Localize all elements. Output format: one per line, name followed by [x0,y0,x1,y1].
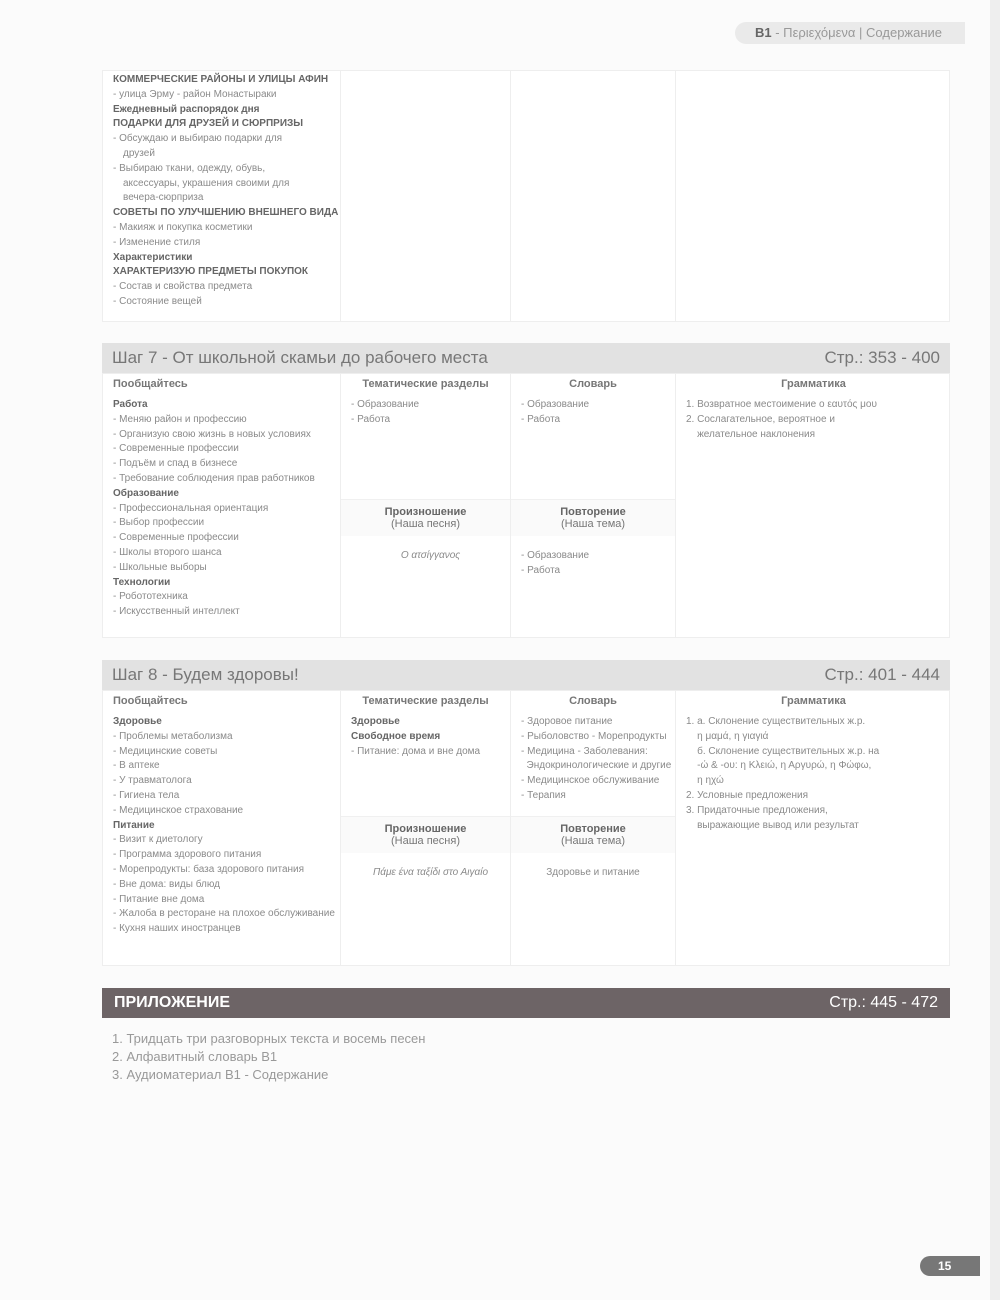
pronunciation-title: Произношение [384,506,467,518]
list-item: - Школы второго шанса [113,546,222,558]
col-talk [103,71,341,321]
list-item: - Состояние вещей [113,295,202,307]
list-item: - Жалоба в ресторане на плохое обслуживание [113,908,335,920]
list-item: - Искусственный интеллект [113,606,240,618]
list-item: - Питание вне дома [113,893,205,905]
list-item: - Работа [351,413,391,425]
list-item: - Программа здорового питания [113,849,262,861]
pronunciation-title: Произношение [384,823,467,835]
list-item: - Работа [521,413,561,425]
column-header: Пообщайтесь [113,695,188,707]
column-header: Словарь [569,695,617,707]
step8-title-text: Будем здоровы! [172,665,299,684]
list-item: 3. Придаточные предложения, [686,804,828,816]
list-item: Эндокринологические и другие [521,760,672,772]
pronunciation-subtitle: (Наша песня) [391,518,460,530]
step8-table [102,690,950,966]
list-item: - Рыболовство - Морепродукты [521,730,667,742]
list-item: - Медицинские советы [113,745,218,757]
list-item: Здоровье [351,716,400,727]
list-item: выражающие вывод или результат [686,819,859,831]
list-item: Свободное время [351,730,441,742]
song-name: Πάμε ένα ταξίδι στο Αιγαίο [373,867,488,878]
list-item: Характеристики [113,251,193,263]
list-item: - Подъём и спад в бизнесе [113,458,238,470]
list-item: - Здоровое питание [521,716,613,727]
list-item: - Медицина - Заболевания: [521,745,648,757]
repetition-topics [511,549,675,579]
col-vocab [511,71,676,321]
list-item: аксессуары, украшения своими для [123,177,290,189]
list-item: Ежедневный распорядок дня [113,103,260,115]
song-title [341,866,510,881]
list-item: друзей [123,147,155,159]
col-c3 [511,691,676,965]
list-item: вечера-сюрприза [123,192,204,204]
appendix-item: 1. Тридцать три разговорных текста и восемь песен [112,1031,426,1046]
list-item: б. Склонение существительных ж.р. на [686,745,880,757]
list-item: Образование [113,487,179,499]
list-item: СОВЕТЫ ПО УЛУЧШЕНИЮ ВНЕШНЕГО ВИДА [113,207,339,219]
column-header: Словарь [569,378,617,390]
list-item: - улица Эрму - район Монастыраки [113,88,277,100]
header-title: - Περιεχόμενα | Содержание [771,25,943,40]
step7-title [112,343,488,373]
list-item: - Макияж и покупка косметики [113,221,253,233]
column-header: Тематические разделы [362,695,489,707]
list-item: - В аптеке [113,760,160,772]
appendix-list [112,1030,425,1084]
list-item: - Современные профессии [113,532,239,544]
step8-title [112,660,299,690]
list-item: - Визит к диетологу [113,834,203,846]
pronunciation-subtitle: (Наша песня) [391,835,460,847]
page-edge [990,0,1000,1300]
page-number: 15 [920,1256,980,1276]
repeat-item: Здоровье и питание [546,867,640,878]
repetition-topics [511,866,675,881]
column-body [511,707,675,804]
song-title [341,549,510,564]
col-c1 [103,374,341,637]
repetition-title: Повторение [560,823,626,835]
list-item: -ώ & -ου: η Κλειώ, η Αργυρώ, η Φώφω, [686,760,872,772]
step7-header [102,343,950,373]
list-item: - Выбираю ткани, одежду, обувь, [113,162,266,174]
list-item: - Медицинское обслуживание [521,775,660,787]
step7-title-text: От школьной скамьи до рабочего места [172,348,488,367]
repetition-subtitle: (Наша тема) [560,835,626,847]
list-item: - Работа [521,564,561,576]
step7-table [102,373,950,638]
list-item: Здоровье [113,716,162,727]
list-item: - Современные профессии [113,443,239,455]
list-item: - Морепродукты: база здорового питания [113,863,305,875]
repetition-title: Повторение [560,506,626,518]
list-item: Работа [113,399,148,410]
repetition-subtitle: (Наша тема) [560,518,626,530]
column-body [511,390,675,428]
list-item: - Выбор профессии [113,517,205,529]
list-item: 2. Сослагательное, вероятное и [686,413,835,425]
list-item: - Меняю район и профессию [113,413,247,425]
list-item: 1. Возвратное местоимение ο εαυτός μου [686,399,877,410]
continued-table [102,70,950,322]
list-item: - Проблемы метаболизма [113,730,233,742]
col-c4 [676,691,951,965]
col-c2 [341,691,511,965]
list-item: - Образование [351,399,420,410]
list-item: - Питание: дома и вне дома [351,745,481,757]
step7-pages: Стр.: 353 - 400 [824,348,940,367]
list-item: - Кухня наших иностранцев [113,923,241,935]
list-item: - Медицинское страхование [113,804,244,816]
appendix-item: 2. Алфавитный словарь B1 [112,1049,278,1064]
list-item: - Организую свою жизнь в новых условиях [113,428,311,440]
list-item: - Образование [521,399,590,410]
step8-pages: Стр.: 401 - 444 [824,665,940,684]
list-item: Технологии [113,576,171,588]
appendix-item: 3. Аудиоматериал B1 - Содержание [112,1067,329,1082]
pronunciation-box [341,816,510,853]
col-c1 [103,691,341,965]
list-item: η ηχώ [686,775,724,787]
column-header: Тематические разделы [362,378,489,390]
column-body [676,707,951,833]
column-body [103,390,340,620]
song-name: Ο ατσίγγανος [400,550,461,561]
list-item: - Состав и свойства предмета [113,281,253,293]
running-header [735,22,965,44]
list-item: ПОДАРКИ ДЛЯ ДРУЗЕЙ И СЮРПРИЗЫ [113,118,304,130]
appendix-header [102,988,950,1018]
list-item: - Вне дома: виды блюд [113,878,220,890]
list-item: - Терапия [521,789,566,801]
talk-list [103,71,340,312]
list-item: - Профессиональная ориентация [113,502,269,514]
col-c4 [676,374,951,637]
pronunciation-box [341,499,510,536]
column-header: Грамматика [781,378,846,390]
list-item: 2. Условные предложения [686,789,808,801]
column-body [341,707,510,759]
repetition-box [511,499,675,536]
column-body [103,707,340,937]
col-themes [341,71,511,321]
list-item: КОММЕРЧЕСКИЕ РАЙОНЫ И УЛИЦЫ АФИН [113,74,329,85]
list-item: - Гигиена тела [113,789,180,801]
column-body [341,390,510,428]
column-header: Грамматика [781,695,846,707]
list-item: желательное наклонения [686,428,816,440]
list-item: - Изменение стиля [113,236,201,248]
list-item: - Школьные выборы [113,561,207,573]
appendix-pages: Стр.: 445 - 472 [829,994,938,1011]
list-item: - Обсуждаю и выбираю подарки для [113,133,283,145]
list-item: ХАРАКТЕРИЗУЮ ПРЕДМЕТЫ ПОКУПОК [113,266,309,278]
step7-label: Шаг 7 - [112,348,173,367]
list-item: Питание [113,819,155,831]
list-item: - Робототехника [113,591,188,603]
list-item: - Требование соблюдения прав работников [113,472,315,484]
appendix-title: ПРИЛОЖЕНИЕ [114,994,230,1011]
column-header: Пообщайтесь [113,378,188,390]
list-item: 1. а. Склонение существительных ж.р. [686,716,866,727]
repetition-box [511,816,675,853]
list-item: - Образование [521,550,590,561]
level-label: B1 [755,25,772,40]
column-body [676,390,951,442]
col-c2 [341,374,511,637]
list-item: - У травматолога [113,775,192,787]
list-item: η μαμά, η γιαγιά [686,730,769,742]
step8-header [102,660,950,690]
col-c3 [511,374,676,637]
step8-label: Шаг 8 - [112,665,173,684]
